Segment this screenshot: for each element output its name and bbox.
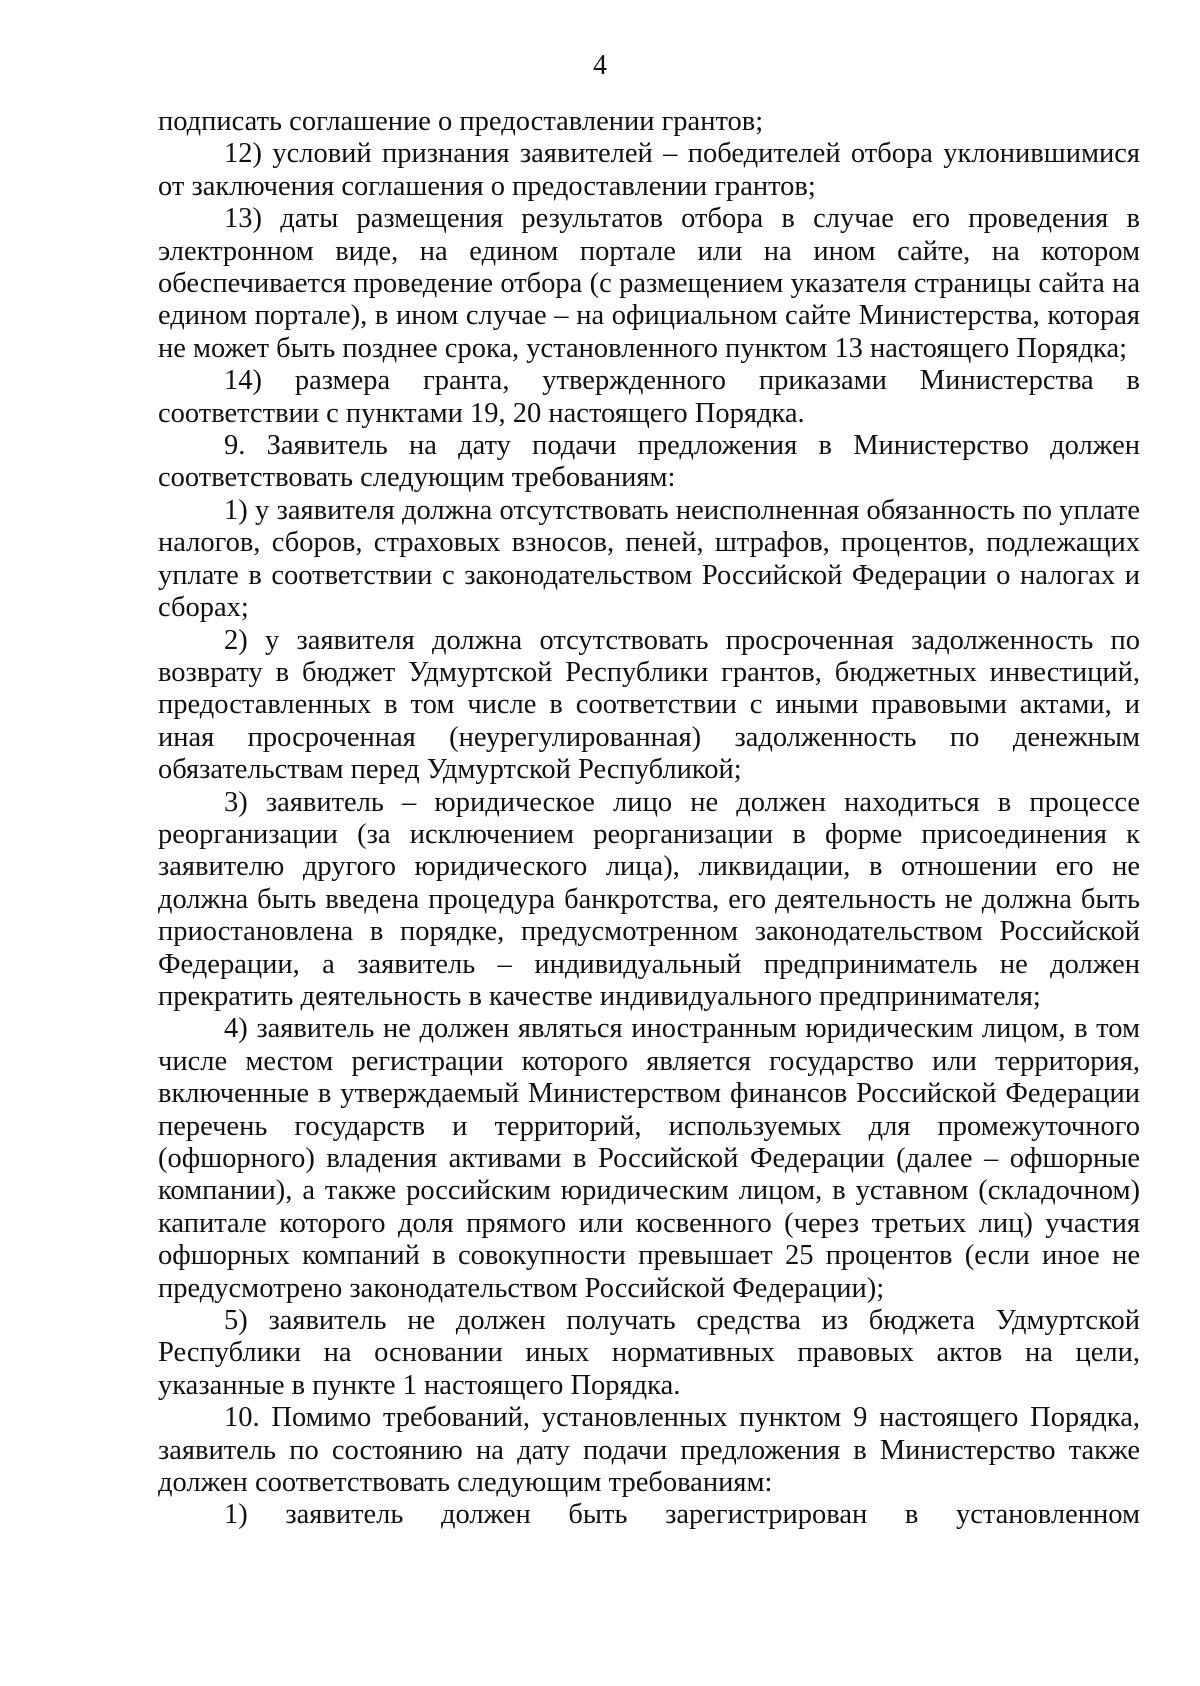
paragraph-requirement-3: 3) заявитель – юридическое лицо не должен находиться в процессе реорганизации (за исключением реорганизации в форме присоединения к заявителю другого юридического лица), ликвидации, в отношении его не должна быть введена процедура банкротства, его деятельность не должна быть приостановлена в порядке, предусмотренном законодательством Российской Федерации, а заявитель – индивидуальный предприниматель не должен прекратить деятельность в качестве индивидуального предпринимателя; [158, 786, 1140, 1012]
paragraph-requirement-1: 1) у заявителя должна отсутствовать неисполненная обязанность по уплате налогов, сборов, страховых взносов, пеней, штрафов, процентов, подлежащих уплате в соответствии с законодательством Российской Федерации о налогах и сборах; [158, 494, 1140, 624]
paragraph-item-13: 13) даты размещения результатов отбора в случае его проведения в электронном виде, на едином портале или на ином сайте, на котором обеспечивается проведение отбора (с размещением указателя страницы сайта на едином портале), в ином случае – на официальном сайте Министерства, которая не может быть позднее срока, установленного пунктом 13 настоящего Порядка; [158, 203, 1140, 364]
paragraph-requirement-2: 2) у заявителя должна отсутствовать просроченная задолженность по возврату в бюджет Удмуртской Республики грантов, бюджетных инвестиций, предоставленных в том числе в соответствии с иными правовыми актами, и иная просроченная (неурегулированная) задолженность по денежным обязательствам перед Удмуртской Республикой; [158, 624, 1140, 786]
page-number: 4 [593, 50, 607, 81]
paragraph-item-14: 14) размера гранта, утвержденного приказами Министерства в соответствии с пунктами 19, 20 настоящего Порядка. [158, 365, 1140, 429]
paragraph-requirement-4: 4) заявитель не должен являться иностранным юридическим лицом, в том числе местом регистрации которого является государство или территория, включенные в утверждаемый Министерством финансов Российской Федерации перечень государств и территорий, используемых для промежуточного (офшорного) владения активами в Российской Федерации (далее – офшорные компании), а также российским юридическим лицом, в уставном (складочном) капитале которого доля прямого или косвенного (через третьих лиц) участия офшорных компаний в совокупности превышает 25 процентов (если иное не предусмотрено законодательством Российской Федерации); [158, 1013, 1140, 1304]
document-body [158, 106, 1140, 1532]
paragraph-requirement-5: 5) заявитель не должен получать средства из бюджета Удмуртской Республики на основании иных нормативных правовых актов на цели, указанные в пункте 1 настоящего Порядка. [158, 1305, 1140, 1401]
paragraph-section-9: 9. Заявитель на дату подачи предложения в Министерство должен соответствовать следующим требованиям: [158, 430, 1140, 494]
paragraph-continuation: подписать соглашение о предоставлении грантов; [158, 106, 764, 137]
paragraph-item-12: 12) условий признания заявителей – победителей отбора уклонившимися от заключения соглашения о предоставлении грантов; [158, 138, 1140, 202]
paragraph-section-10-item-1: 1) заявитель должен быть зарегистрирован в установленном [224, 1499, 1140, 1531]
paragraph-section-10: 10. Помимо требований, установленных пунктом 9 настоящего Порядка, заявитель по состоянию на дату подачи предложения в Министерство также должен соответствовать следующим требованиям: [158, 1402, 1140, 1499]
